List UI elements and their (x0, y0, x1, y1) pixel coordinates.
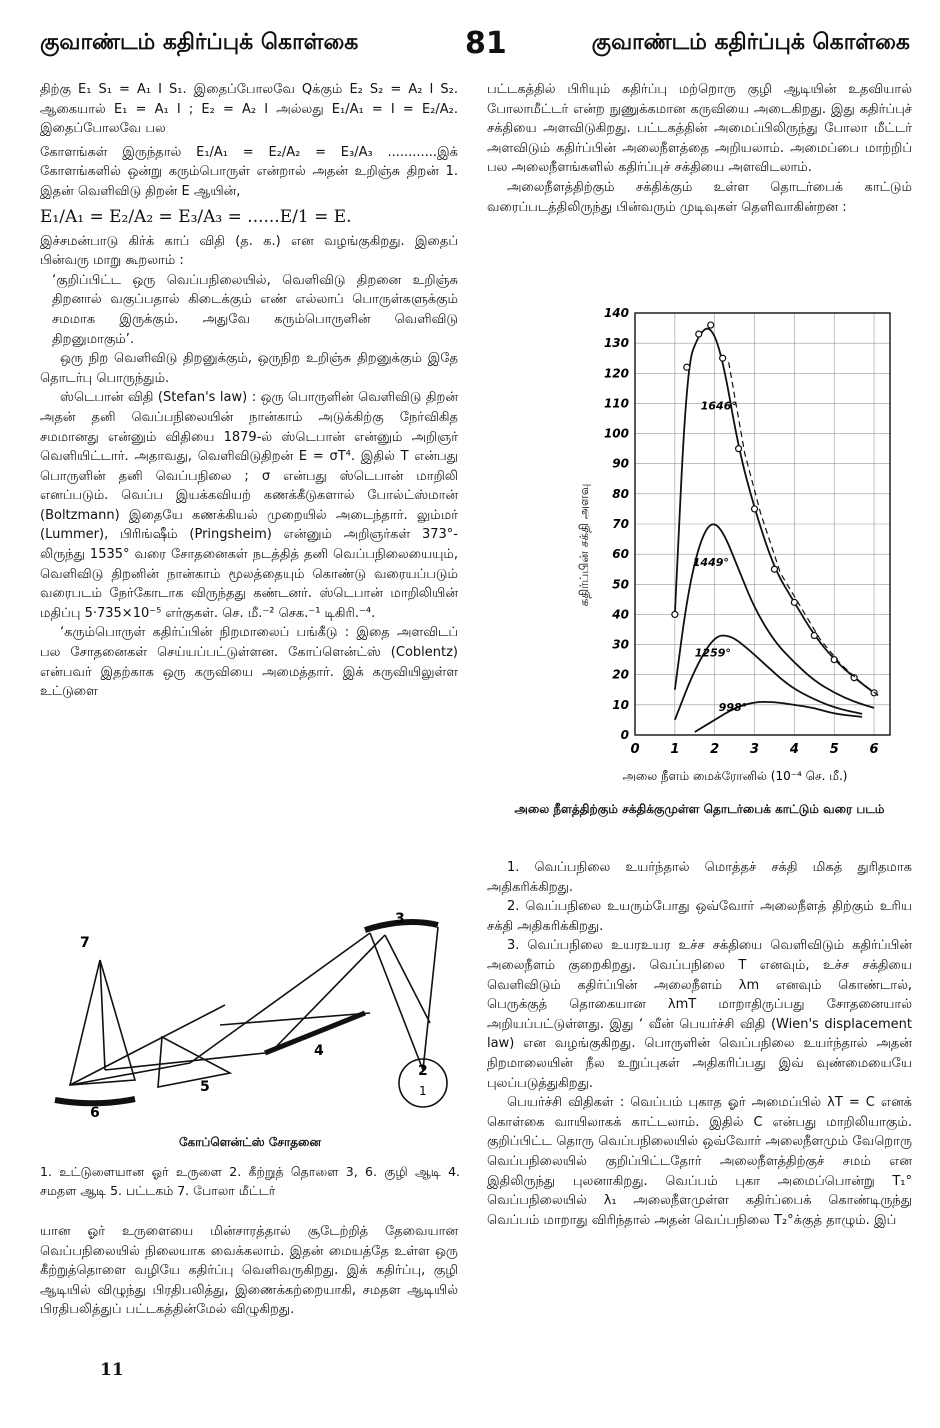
data-point (752, 506, 758, 512)
paragraph: அலைநீளத்திற்கும் சக்திக்கும் உள்ள தொடர்பைக் காட்டும் வரைப்படத்திலிருந்து பின்வரும் முடிவுகள் தெளிவாகின்றன : (487, 179, 912, 215)
kirchhoff-formula: E₁/A₁ = E₂/A₂ = E₃/A₃ = ......E/1 = E. (40, 206, 352, 227)
x-tick-label: 3 (750, 742, 760, 757)
running-title-left: குவாண்டம் கதிர்ப்புக் கொள்கை (40, 30, 359, 55)
data-point (791, 599, 797, 605)
diagram-label-3: 3 (395, 911, 405, 927)
x-tick-label: 5 (829, 742, 839, 757)
y-tick-label: 60 (612, 547, 629, 562)
figure-legend-left: 1. உட்டுளையான ஓர் உருளை 2. கீற்றுத் தொளை 3, 6. குழி ஆடி 4. சமதள ஆடி 5. பட்டகம் 7. போலா மீட்டர் (40, 1164, 460, 1198)
data-point (771, 566, 777, 572)
y-tick-label: 30 (612, 637, 629, 652)
prism-5 (158, 1037, 230, 1087)
y-axis-label: கதிர்ப்பின் சக்தி அளவு (577, 483, 591, 607)
data-point (672, 611, 678, 617)
page-number: 81 (465, 26, 507, 61)
y-tick-label: 100 (603, 426, 629, 441)
x-tick-label: 1 (670, 742, 680, 757)
data-point (811, 633, 817, 639)
x-tick-label: 0 (630, 742, 640, 757)
quoted-statement: ‘குறிப்பிட்ட ஒரு வெப்பநிலையில், வெளிவிடு திறனை உறிஞ்சு திறனால் வகுப்பதால் கிடைக்கும் எண் எல்லாப் பொருள்களுக்கும் சமமாக இருக்கும். அதுவே கரும்பொருளின் வெளிவிடு திறனுமாகும்’. (52, 272, 458, 347)
displacement-laws-paragraph: பெயர்ச்சி விதிகள் : வெப்பம் புகாத ஓர் அமைப்பில் λT = C எனக் கொள்கை வாயிலாகக் காட்டலாம். இதில் C என்பது மாறிலியாகும். குறிப்பிட்ட தொரு வெப்பநிலையில் ஒவ்வோர் அலைநீளமும் வேறொரு வெப்பநிலையில் குறிப்பிட்டதோர் அலைநீளத்திற்குச் சமம் என இதிலிருந்து புலனாகிறது. வெப்பம் புகா அமைப்பொன்று T₁° வெப்பநிலையில் λ₁ அலைநீளமுள்ள கதிர்ப்பைக் கொண்டிருந்து வெப்பம் மாறாது விரிந்தால் அதன் வெப்பநிலை T₂°க்குத் தாழும். இப் (487, 1095, 912, 1228)
paragraph: திற்கு E₁ S₁ = A₁ I S₁. இதைப்போலவே Qக்கும் E₂ S₂ = A₂ I S₂. ஆகையால் E₁ = A₁ I ; E₂ = A₂ I அல்லது E₁/A₁ = I = E₂/A₂. இதைப்போலவே பல (40, 82, 458, 137)
paragraph: பட்டகத்தில் பிரியும் கதிர்ப்பு மற்றொரு குழி ஆடியின் உதவியால் போலாமீட்டர் என்ற நுணுக்கமான கருவியை அடைகிறது. இது கதிர்ப்புச் சக்தியை அளவிடுகிறது. பட்டகத்தின் அமைப்பிலிருந்து போலா மீட்டர் அளவிடும் கதிர்ப்பின் அலைநீளத்தை அறியலாம். அமைப்பை மாற்றிப் பல அலைநீளங்களில் கதிர்ப்புச் சக்தியை அளவிடலாம். (487, 82, 912, 176)
y-tick-label: 0 (620, 728, 629, 742)
paragraph: இச்சமன்பாடு கிர்க் காப் விதி (த. க.) என வழங்குகிறது. இதைப் பின்வரு மாறு கூறலாம் : (40, 233, 458, 269)
diagram-label-6: 6 (90, 1105, 100, 1121)
diagram-label-4: 4 (314, 1043, 324, 1059)
left-column-bottom (40, 1222, 458, 1320)
figure-caption-left: கோப்ளென்ட்ஸ் சோதனை (178, 1135, 322, 1149)
data-point (736, 446, 742, 452)
y-tick-label: 130 (603, 336, 629, 351)
series-label: 998° (718, 700, 748, 714)
result-item-3: 3. வெப்பநிலை உயரஉயர உச்ச சக்தியை வெளிவிடும் கதிர்ப்பின் அலைநீளம் குறைகிறது. வெப்பநிலை T எனவும், உச்ச சக்தியை வெளிவிடும் கதிர்ப்பின் அலைநீளம் λm எனவும் கொண்டால், பெருக்குத் தொகையான λmT மாறாதிருப்பது சோதனையால் அறியப்பட்டுள்ளது. இது ‘ வீன் பெயர்ச்சி விதி (Wien's displacement law) என வழங்குகிறது. பொருளின் வெப்பநிலை உயர்ந்தால் அதன் நிறமாலையின் நீல உறுப்புகள் அதிகரிப்பது இவ் வுண்மையையே புலப்படுத்துகிறது. (487, 938, 912, 1091)
y-tick-label: 90 (612, 456, 629, 471)
left-column (40, 80, 458, 702)
y-tick-label: 110 (603, 396, 629, 411)
diagram-label-2: 2 (418, 1063, 428, 1079)
diagram-label-1: 1 (419, 1084, 427, 1098)
right-column (487, 80, 912, 217)
chart-title: அலை நீளத்திற்கும் சக்திக்குமுள்ள தொடர்பைக் காட்டும் வரை படம் (514, 802, 885, 816)
series-line (675, 524, 874, 708)
running-title-right: குவாண்டம் கதிர்ப்புக் கொள்கை (591, 30, 910, 55)
series-line (675, 329, 874, 693)
x-tick-label: 6 (869, 742, 879, 757)
diagram-label-7: 7 (80, 935, 90, 951)
y-tick-label: 40 (612, 607, 629, 622)
x-tick-label: 2 (710, 742, 720, 757)
result-item-1: 1. வெப்பநிலை உயர்ந்தால் மொத்தச் சக்தி மிகத் துரிதமாக அதிகரிக்கிறது. (487, 860, 912, 895)
paragraph: ‘கரும்பொருள் கதிர்ப்பின் நிறமாலைப் பங்கீடு : இதை அளவிடப் பல சோதனைகள் செய்யப்பட்டுள்ளன. கோப்ளென்ட்ஸ் (Coblentz) என்பவர் இதற்காக ஒரு கருவியை அமைத்தார். இக் கருவியிலுள்ள உட்டுளை (40, 625, 458, 700)
data-point (696, 331, 702, 337)
y-tick-label: 80 (612, 486, 629, 501)
data-point (720, 355, 726, 361)
footer-number: 11 (100, 1360, 124, 1380)
y-tick-label: 140 (603, 306, 629, 320)
y-tick-label: 50 (612, 577, 629, 592)
paragraph: கோளங்கள் இருந்தால் E₁/A₁ = E₂/A₂ = E₃/A₃ ............இக் கோளங்களில் ஒன்று கரும்பொருள் என்றால் அதன் உறிஞ்சு திறன் 1. இதன் வெளிவிடு திறன் E ஆயின், (40, 144, 458, 199)
y-tick-label: 10 (612, 697, 629, 712)
paragraph: யான ஓர் உருளையை மின்சாரத்தால் சூடேற்றித் தேவையான வெப்பநிலையில் நிலையாக வைக்கலாம். இதன் மையத்தே உள்ள ஒரு கீற்றுத்தொளை வழியே கதிர்ப்பு வெளிவருகிறது. இக் கதிர்ப்பு, குழி ஆடியில் விழுந்து பிரதிபலித்து, இணைக்கற்றையாகி, சமதள ஆடியில் பிரதிபலித்துப் பட்டகத்தின்மேல் விழுகிறது. (40, 1224, 458, 1318)
stefan-law-paragraph: ஸ்டெபான் விதி (Stefan's law) : ஒரு பொருளின் வெளிவிடு திறன் அதன் தனி வெப்பநிலையின் நான்காம் அடுக்கிற்கு நேர்விகித சமமானது என்னும் விதியை 1879-ல் ஸ்டெபான் என்னும் அறிஞர் வெளியிட்டார். அதாவது, வெளிவிடுதிறன் E = σT⁴. இதில் T என்பது பொருளின் தனி வெப்பநிலை ; σ என்பது ஸ்டெபான் மாறிலி எனப்படும். வெப்ப இயக்கவியற் கணக்கீடுகளால் போல்ட்ஸ்மான் (Boltzmann) இதையே கணக்கியல் முறையில் அடைந்தார். லும்மர் (Lummer), பிரிங்ஷீம் (Pringsheim) என்னும் அறிஞர்கள் 373°-லிருந்து 1535° வரை சோதனைகள் நடத்தித் தனி வெப்பநிலையையும், வெளிவிடு திறனின் நான்காம் மூலத்தையும் கொண்டு வரையப்படும் வரைபடம் நேர்கோடாக விருந்தது கண்டனர். ஸ்டெபான் மாறிலியின் மதிப்பு 5·735×10⁻⁵ எர்குகள். செ. மீ.⁻² செக.⁻¹ டிகிரி.⁻⁴. (40, 390, 458, 621)
series-label: 1259° (694, 646, 731, 660)
theoretical-curve (729, 362, 880, 697)
diagram-label-5: 5 (200, 1079, 210, 1095)
series-label: 1646° (700, 399, 737, 413)
paragraph: ஒரு நிற வெளிவிடு திறனுக்கும், ஒருநிற உறிஞ்சு திறனுக்கும் இதே தொடர்பு பொருந்தும். (40, 351, 458, 386)
page-header (40, 26, 910, 70)
y-tick-label: 20 (612, 667, 629, 682)
coblentz-apparatus-diagram (40, 905, 460, 1135)
concave-mirror-6 (55, 1099, 135, 1103)
right-column-bottom (487, 858, 912, 1230)
data-point (708, 322, 714, 328)
y-tick-label: 70 (612, 517, 629, 531)
data-point (684, 364, 690, 370)
y-tick-label: 120 (603, 366, 629, 381)
wavelength-energy-chart (560, 295, 910, 795)
x-tick-label: 4 (789, 742, 799, 757)
x-axis-label: அலை நீளம் மைக்ரோனில் (10⁻⁴ செ. மீ.) (622, 769, 848, 783)
series-label: 1449° (692, 556, 729, 570)
result-item-2: 2. வெப்பநிலை உயரும்போது ஒவ்வோர் அலைநீளத் திற்கும் உரிய சக்தி அதிகரிக்கிறது. (487, 899, 912, 934)
